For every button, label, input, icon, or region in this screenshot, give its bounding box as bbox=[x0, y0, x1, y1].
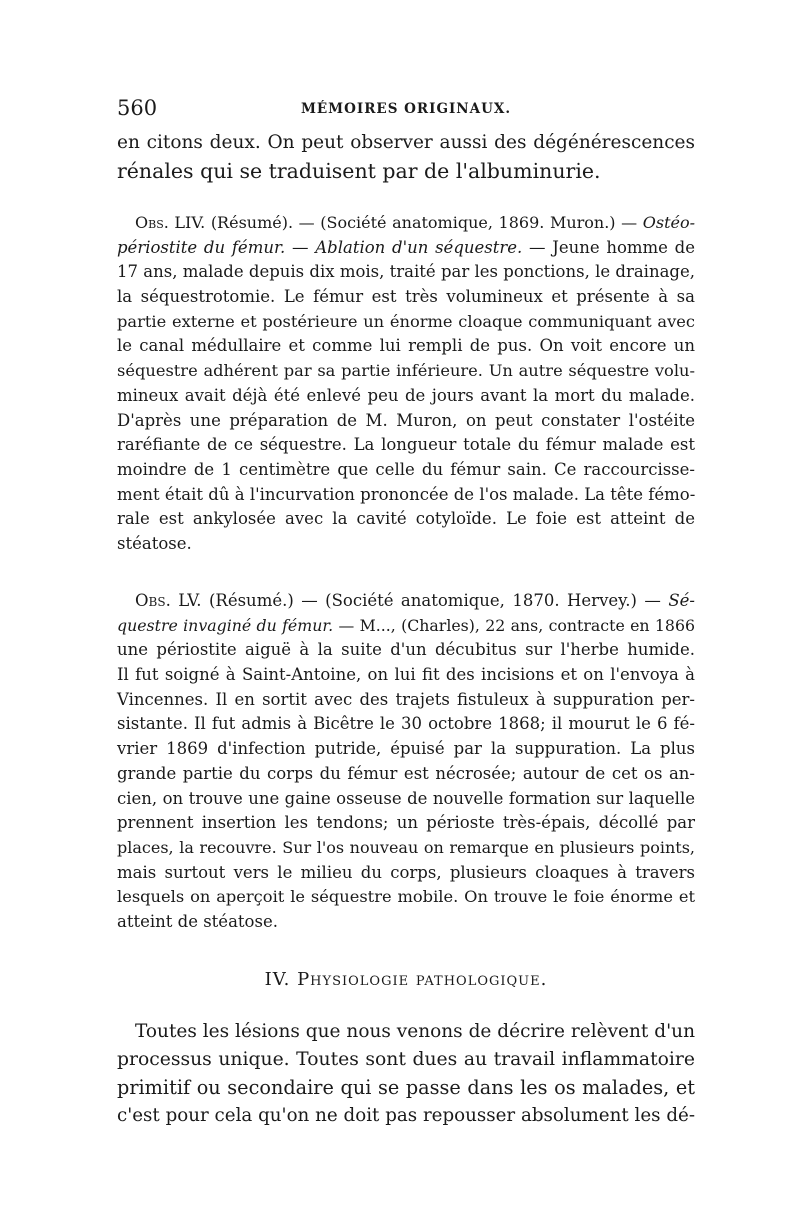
text-line: le canal médullaire et comme lui rempli de pus. On voit encore un bbox=[117, 336, 695, 356]
observation-text: — M..., (Charles), 22 ans, contracte en 1866 bbox=[338, 615, 695, 635]
running-head: MÉMOIRES ORIGINAUX. bbox=[300, 101, 512, 117]
observation-source: (Résumé.) — (Société anatomique, 1870. Hervey.) — bbox=[208, 591, 661, 610]
observation-text: — Jeune homme de bbox=[528, 237, 695, 257]
text-line: en citons deux. On peut observer aussi des dégénérescences bbox=[117, 132, 695, 153]
section-heading bbox=[117, 969, 695, 990]
text-line: D'après une préparation de M. Muron, on peut constater l'ostéite bbox=[117, 410, 695, 430]
closing-paragraph bbox=[117, 1018, 695, 1130]
text-line: Il fut soigné à Saint-Antoine, on lui fit des incisions et on l'envoya à bbox=[117, 665, 695, 685]
observation-first-line bbox=[117, 211, 695, 236]
text-line: rale est ankylosée avec la cavité cotyloïde. Le foie est atteint de bbox=[117, 509, 695, 529]
page-header bbox=[117, 96, 695, 122]
text-line: une périostite aiguë à la suite d'un décubitus sur l'herbe humide. bbox=[117, 640, 695, 660]
text-line: sistante. Il fut admis à Bicêtre le 30 octobre 1868; il mourut le 6 fé- bbox=[117, 714, 695, 734]
text-line: ment était dû à l'incurvation prononcée de l'os malade. La tête fémo- bbox=[117, 484, 696, 504]
dash: — bbox=[292, 237, 309, 257]
text-line: raréfiante de ce séquestre. La longueur totale du fémur malade est bbox=[117, 435, 695, 455]
text-line: lesquels on aperçoit le séquestre mobile. On trouve le foie énorme et bbox=[117, 887, 695, 907]
text-line: séquestre adhérent par sa partie inférieure. Un autre séquestre volu- bbox=[117, 361, 695, 381]
text-line: moindre de 1 centimètre que celle du fémur sain. Ce raccourcisse- bbox=[117, 459, 695, 479]
observation-title-part: Ostéo- bbox=[642, 213, 695, 232]
section-numeral: IV. bbox=[264, 969, 291, 990]
text-line: places, la recouvre. Sur l'os nouveau on remarque en plusieurs points, bbox=[117, 837, 695, 857]
text-line: partie externe et postérieure un énorme cloaque communiquant avec bbox=[117, 311, 695, 331]
text-line: cien, on trouve une gaine osseuse de nouvelle formation sur laquelle bbox=[117, 788, 695, 808]
observation-55 bbox=[117, 589, 695, 935]
text-line: prennent insertion les tendons; un périoste très-épais, décollé par bbox=[117, 813, 695, 833]
text-line: atteint de stéatose. bbox=[117, 911, 278, 931]
text-line: grande partie du corps du fémur est nécrosée; autour de cet os an- bbox=[117, 763, 695, 783]
text-line: c'est pour cela qu'on ne doit pas repousser absolument les dé- bbox=[117, 1105, 695, 1126]
text-line: processus unique. Toutes sont dues au travail inflammatoire bbox=[117, 1049, 695, 1070]
observation-second-line bbox=[117, 614, 695, 639]
text-line: vrier 1869 d'infection putride, épuisé par la suppuration. La plus bbox=[117, 739, 695, 759]
observation-label: Obs. LV. bbox=[135, 591, 202, 610]
observation-second-line bbox=[117, 236, 695, 261]
observation-first-line bbox=[117, 589, 695, 614]
text-line: primitif ou secondaire qui se passe dans les os malades, et bbox=[117, 1076, 695, 1099]
text-line: la séquestrotomie. Le fémur est très volumineux et présente à sa bbox=[117, 287, 695, 307]
text-line: stéatose. bbox=[117, 533, 192, 553]
intro-paragraph bbox=[117, 129, 695, 185]
page-number: 560 bbox=[117, 96, 158, 120]
observation-title-part: périostite du fémur. bbox=[117, 237, 286, 257]
observation-title-part: Sé- bbox=[668, 591, 695, 610]
text-line: mais surtout vers le milieu du corps, plusieurs cloaques à travers bbox=[117, 862, 695, 882]
text-line: Toutes les lésions que nous venons de décrire relèvent d'un bbox=[135, 1021, 695, 1042]
text-line: Vincennes. Il en sortit avec des trajets fistuleux à suppuration per- bbox=[117, 689, 695, 709]
observation-title-part: Ablation d'un séquestre. bbox=[315, 237, 523, 257]
text-line: 17 ans, malade depuis dix mois, traité par les ponctions, le drainage, bbox=[117, 262, 695, 282]
text-line: rénales qui se traduisent par de l'albuminurie. bbox=[117, 159, 601, 183]
observation-title-part: questre invaginé du fémur. bbox=[117, 615, 334, 635]
observation-54 bbox=[117, 211, 695, 557]
observation-label: Obs. LIV. bbox=[135, 213, 206, 232]
observation-source: (Résumé). — (Société anatomique, 1869. Muron.) — bbox=[210, 213, 638, 232]
section-title: Physiologie pathologique. bbox=[297, 969, 548, 990]
text-line: mineux avait déjà été enlevé peu de jours avant la mort du malade. bbox=[117, 385, 695, 405]
